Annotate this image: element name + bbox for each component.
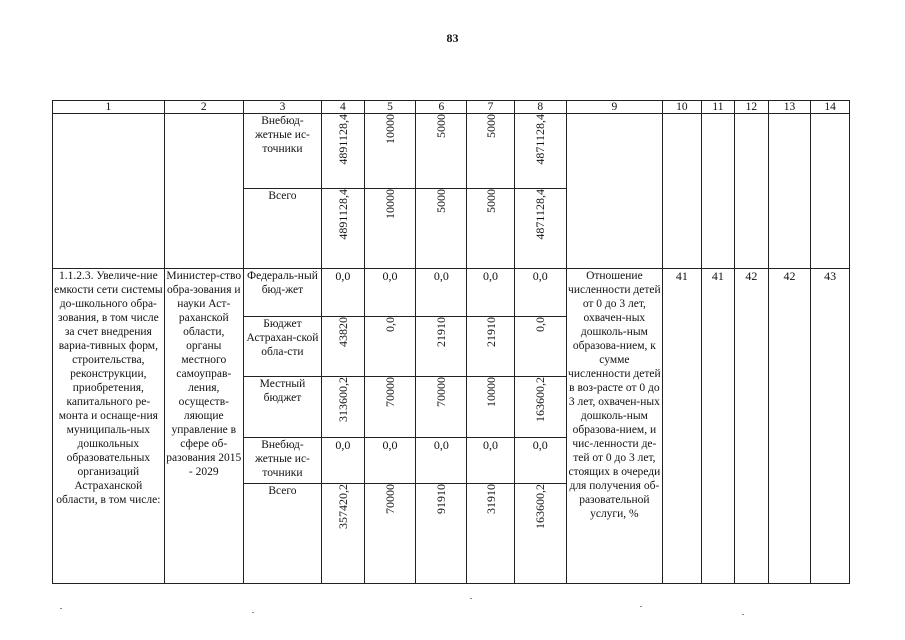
funding-source: Внебюд-жетные ис-точники [243,114,321,189]
col-header-9: 9 [566,101,662,114]
indicator-value: 41 [663,269,702,584]
value: 70000 [383,377,398,407]
col-header-6: 6 [416,101,467,114]
value-cell [416,484,467,584]
value-cell [514,377,566,438]
value-cell [467,317,515,377]
value-cell: 0,0 [416,438,467,484]
col-header-1: 1 [53,101,165,114]
col-header-3: 3 [243,101,321,114]
executor-description: Министер-ство обра-зования и науки Аст-раханской области, органы местного самоуправ-ления, осуществ-ляющие управление в сфере об-разования 2015 - 2029 [164,269,243,584]
value: 10000 [483,377,498,407]
scan-speck [640,606,642,607]
funding-source: Всего [243,189,321,269]
value-cell [514,317,566,377]
empty-indicator-cell [566,114,662,269]
empty-executor-cell [164,114,243,269]
value: 4871128,4 [533,189,548,240]
scan-speck [742,614,744,615]
empty-cell [663,114,702,269]
value-cell [416,114,467,189]
indicator-description: Отношение численности детей от 0 до 3 лет, охвачен-ных дошколь-ным образова-нием, к сумме численности детей в воз-расте от 0 до 3 лет, охвачен-ных дошколь-ным образова-нием, и чис-ленности де-тей от 0 до 3 лет, стоящих в очереди для получения об-разовательной услуги, % [566,269,662,584]
value-cell: 0,0 [514,269,566,317]
value: 163600,2 [533,377,548,422]
value: 5000 [483,189,498,213]
value: 5000 [434,114,449,138]
value-cell: 0,0 [467,269,515,317]
value-cell [364,484,416,584]
col-header-5: 5 [364,101,416,114]
value-cell: 0,0 [514,438,566,484]
value: 21910 [483,317,498,347]
col-header-11: 11 [701,101,735,114]
value: 70000 [383,484,398,514]
measure-description: 1.1.2.3. Увеличе-ние емкости сети системы до-школьного обра-зования, в том числе за счет внедрения вариа-тивных форм, строительства, реконструкции, приобретения, капитального ре-монта и оснаще-ния муниципаль-ных дошкольных образовательных организаций Астраханской области, в том числе: [53,269,165,584]
empty-cell [701,114,735,269]
value: 70000 [434,377,449,407]
value: 0,0 [533,317,548,332]
value-cell [416,377,467,438]
value: 43820 [335,317,350,347]
scan-speck [252,612,254,613]
value: 4891128,4 [335,189,350,240]
value-cell [364,189,416,269]
value: 357420,2 [335,484,350,529]
col-header-10: 10 [663,101,702,114]
value-cell: 0,0 [364,269,416,317]
value-cell: 0,0 [322,269,365,317]
value-cell [467,114,515,189]
value-cell [467,484,515,584]
program-table [52,100,850,584]
col-header-4: 4 [322,101,365,114]
value: 5000 [434,189,449,213]
value-cell [322,484,365,584]
indicator-value: 42 [768,269,811,584]
value-cell [364,317,416,377]
scan-speck [470,598,472,599]
value-cell [364,114,416,189]
table-row [53,269,850,317]
value: 0,0 [383,317,398,332]
value-cell [514,114,566,189]
col-header-13: 13 [768,101,811,114]
value-cell [322,317,365,377]
col-header-2: 2 [164,101,243,114]
col-header-12: 12 [735,101,769,114]
value: 10000 [383,189,398,219]
indicator-value: 43 [811,269,850,584]
value: 10000 [383,114,398,144]
funding-source: Бюджет Астрахан-ской обла-сти [243,317,321,377]
funding-source: Внебюд-жетные ис-точники [243,438,321,484]
value-cell [364,377,416,438]
page-number: 83 [446,31,459,45]
value-cell [467,189,515,269]
col-header-8: 8 [514,101,566,114]
empty-cell [811,114,850,269]
indicator-value: 42 [735,269,769,584]
indicator-value: 41 [701,269,735,584]
value-cell [416,317,467,377]
value-cell [322,189,365,269]
funding-source: Местный бюджет [243,377,321,438]
empty-cell [768,114,811,269]
value-cell [514,484,566,584]
value: 163600,2 [533,484,548,529]
value: 91910 [434,484,449,514]
value-cell: 0,0 [467,438,515,484]
value: 21910 [434,317,449,347]
empty-cell [735,114,769,269]
value-cell: 0,0 [364,438,416,484]
value-cell [322,114,365,189]
value-cell [322,377,365,438]
value-cell: 0,0 [416,269,467,317]
value-cell: 0,0 [322,438,365,484]
value-cell [467,377,515,438]
value: 31910 [483,484,498,514]
table-row [53,114,850,189]
empty-measure-cell [53,114,165,269]
header-row [53,101,850,114]
col-header-14: 14 [811,101,850,114]
value-cell [514,189,566,269]
value-cell [416,189,467,269]
funding-source: Федераль-ный бюд-жет [243,269,321,317]
value: 4891128,4 [335,114,350,165]
value: 5000 [483,114,498,138]
value: 4871128,4 [533,114,548,165]
funding-source: Всего [243,484,321,584]
scan-speck [60,608,62,609]
value: 313600,2 [335,377,350,422]
col-header-7: 7 [467,101,515,114]
